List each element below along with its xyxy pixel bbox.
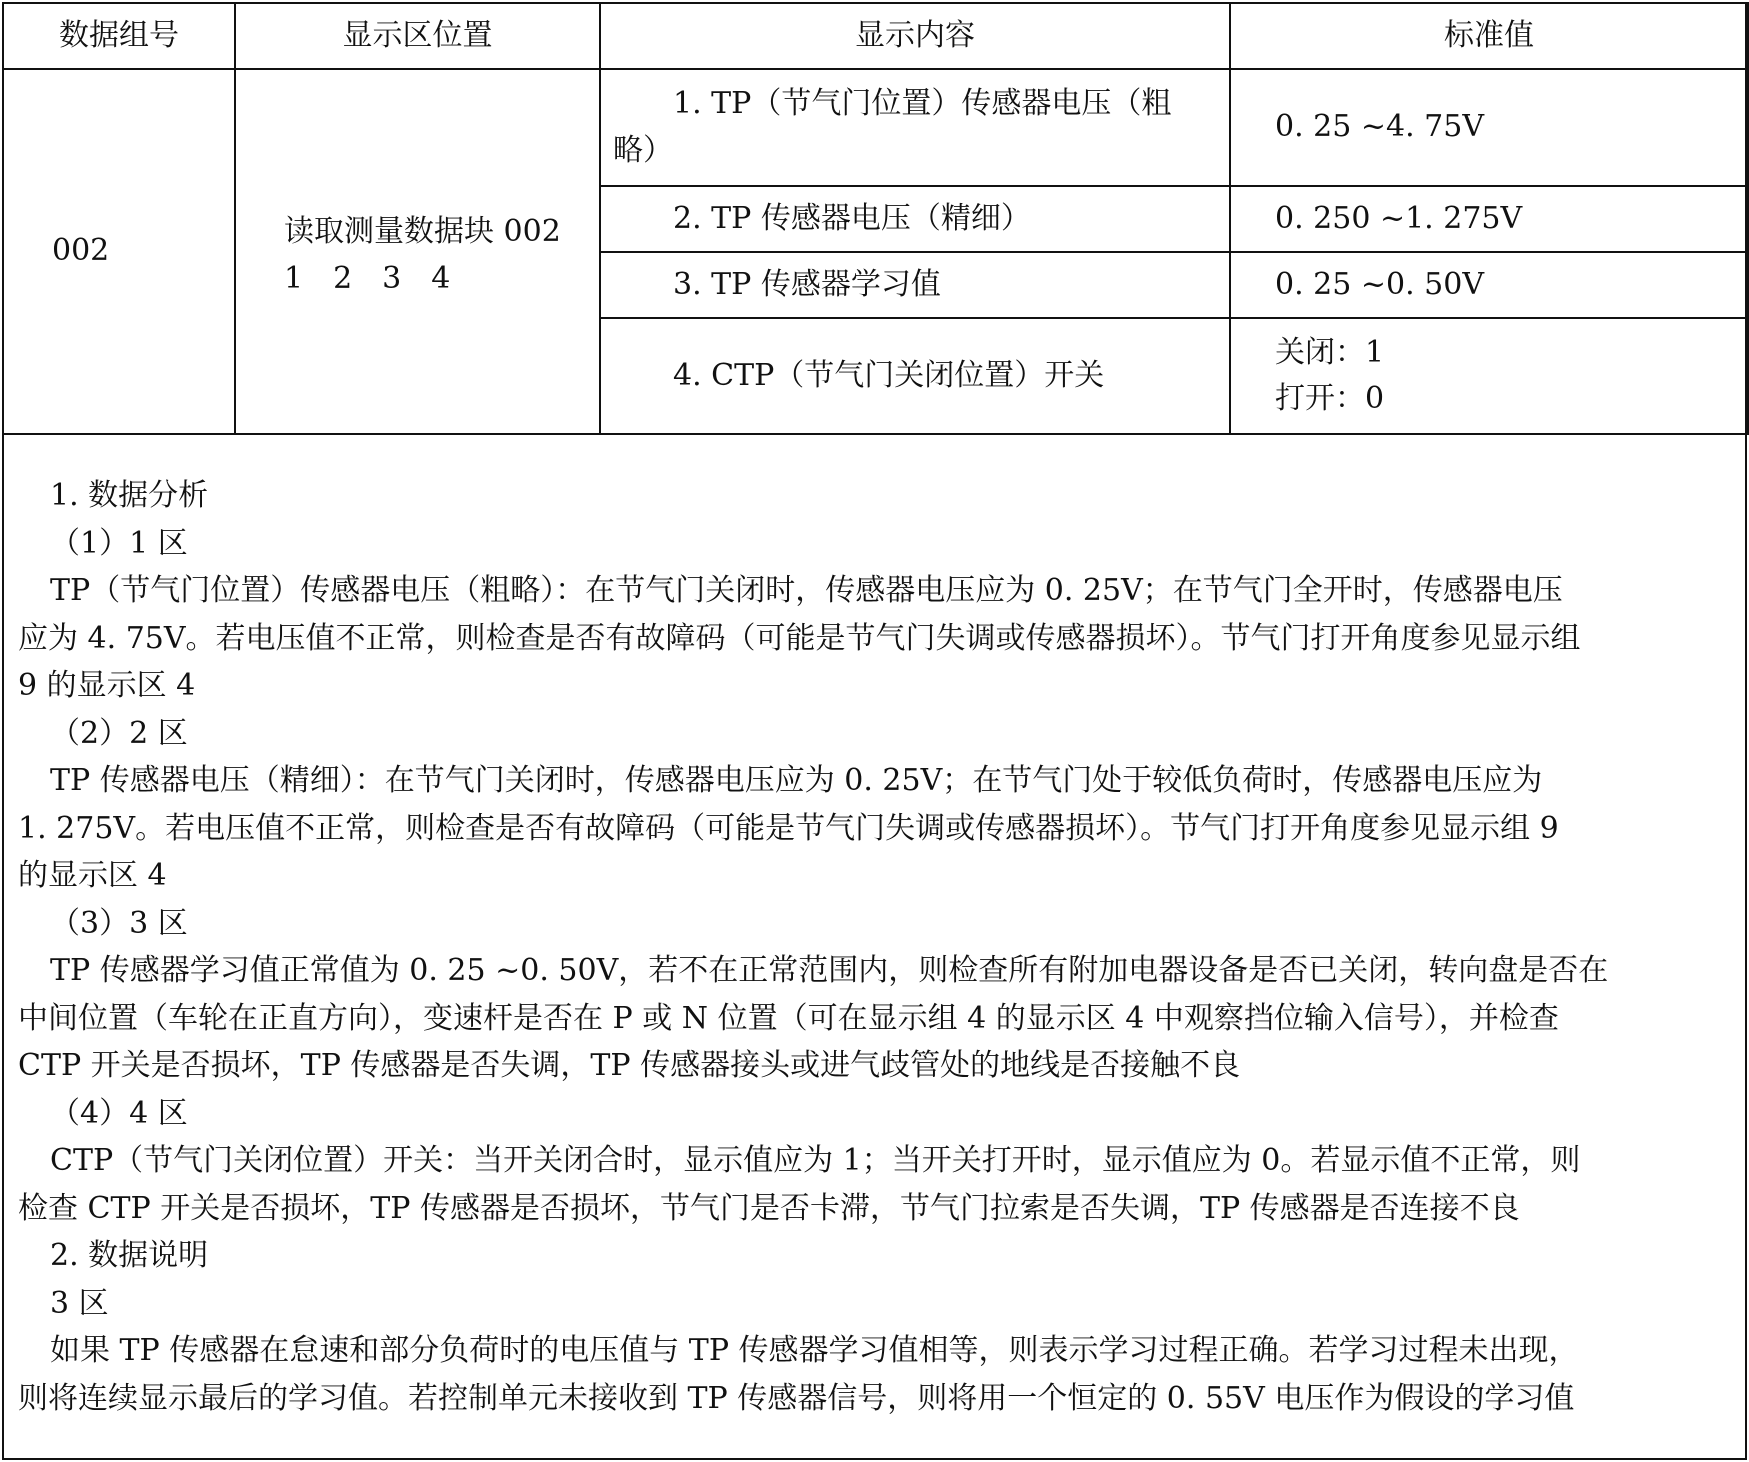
position-line-2: 1 2 3 4 <box>284 260 451 296</box>
standard-cell-1: 0. 25 ~4. 75V <box>1230 69 1748 186</box>
paragraph-line: TP 传感器学习值正常值为 0. 25 ~0. 50V，若不在正常范围内，则检查所有附加电器设备是否已关闭，转向盘是否在 <box>50 953 1609 988</box>
paragraph-line: 如果 TP 传感器在怠速和部分负荷时的电压值与 TP 传感器学习值相等，则表示学习过程正确。若学习过程未出现， <box>50 1333 1579 1368</box>
paragraph-line: 应为 4. 75V。若电压值不正常，则检查是否有故障码（可能是节气门失调或传感器损坏）。节气门打开角度参见显示组 <box>18 620 1581 656</box>
table-header-row <box>3 3 1748 69</box>
content-cell-4 <box>600 318 1230 434</box>
subsection-heading: 3 区 <box>50 1285 109 1321</box>
section-heading: 1. 数据分析 <box>50 478 209 513</box>
standard-4-line-1: 关闭：1 <box>1275 334 1385 370</box>
header-group-number: 数据组号 <box>3 3 235 69</box>
header-display-position: 显示区位置 <box>235 3 600 69</box>
standard-4-line-2: 打开：0 <box>1275 381 1385 416</box>
content-4-text: 4. CTP（节气门关闭位置）开关 <box>673 357 1105 393</box>
paragraph-line: 9 的显示区 4 <box>18 668 196 703</box>
subsection-heading: （3）3 区 <box>50 905 188 941</box>
content-1-line-1 <box>613 81 1211 128</box>
content-cell-1 <box>600 69 1230 186</box>
data-table <box>2 2 1749 435</box>
header-display-content: 显示内容 <box>600 3 1230 69</box>
content-cell-3 <box>600 252 1230 318</box>
paragraph-line: 检查 CTP 开关是否损坏，TP 传感器是否损坏，节气门是否卡滞，节气门拉索是否失调，TP 传感器是否连接不良 <box>18 1190 1520 1226</box>
paragraph-line: 1. 275V。若电压值不正常，则检查是否有故障码（可能是节气门失调或传感器损坏）。节气门打开角度参见显示组 9 <box>18 810 1559 846</box>
position-line-1: 读取测量数据块 002 <box>284 214 561 249</box>
paragraph-line: 的显示区 4 <box>18 858 167 893</box>
content-cell-2 <box>600 186 1230 252</box>
content-1-text: 1. TP（节气门位置）传感器电压（粗 <box>673 86 1172 121</box>
content-3-text: 3. TP 传感器学习值 <box>673 266 941 302</box>
group-number-cell: 002 <box>3 69 235 434</box>
content-2-text: 2. TP 传感器电压（精细） <box>673 200 1031 236</box>
paragraph-line: CTP 开关是否损坏，TP 传感器是否失调，TP 传感器接头或进气歧管处的地线是否接触不良 <box>18 1048 1241 1083</box>
table-row <box>3 69 1748 186</box>
paragraph-line: TP 传感器电压（精细）：在节气门关闭时，传感器电压应为 0. 25V；在节气门处于较低负荷时，传感器电压应为 <box>50 763 1543 798</box>
display-position-cell <box>235 69 600 434</box>
subsection-heading: （4）4 区 <box>50 1095 188 1131</box>
paragraph-line: 则将连续显示最后的学习值。若控制单元未接收到 TP 传感器信号，则将用一个恒定的 0. 55V 电压作为假设的学习值 <box>18 1380 1575 1416</box>
paragraph-line: CTP（节气门关闭位置）开关：当开关闭合时，显示值应为 1；当开关打开时，显示值应为 0。若显示值不正常，则 <box>50 1143 1581 1178</box>
standard-cell-4 <box>1230 318 1748 434</box>
content-1-line-2: 略） <box>613 132 673 168</box>
paragraph-line: 中间位置（车轮在正直方向），变速杆是否在 P 或 N 位置（可在显示组 4 的显示区 4 中观察挡位输入信号），并检查 <box>18 1000 1559 1036</box>
notes-section <box>18 472 1738 1422</box>
subsection-heading: （2）2 区 <box>50 715 188 751</box>
standard-cell-3: 0. 25 ~0. 50V <box>1230 252 1748 318</box>
section-heading: 2. 数据说明 <box>50 1238 209 1273</box>
header-standard-value: 标准值 <box>1230 3 1748 69</box>
subsection-heading: （1）1 区 <box>50 525 188 561</box>
paragraph-line: TP（节气门位置）传感器电压（粗略）：在节气门关闭时，传感器电压应为 0. 25V；在节气门全开时，传感器电压 <box>50 573 1563 608</box>
standard-cell-2: 0. 250 ~1. 275V <box>1230 186 1748 252</box>
